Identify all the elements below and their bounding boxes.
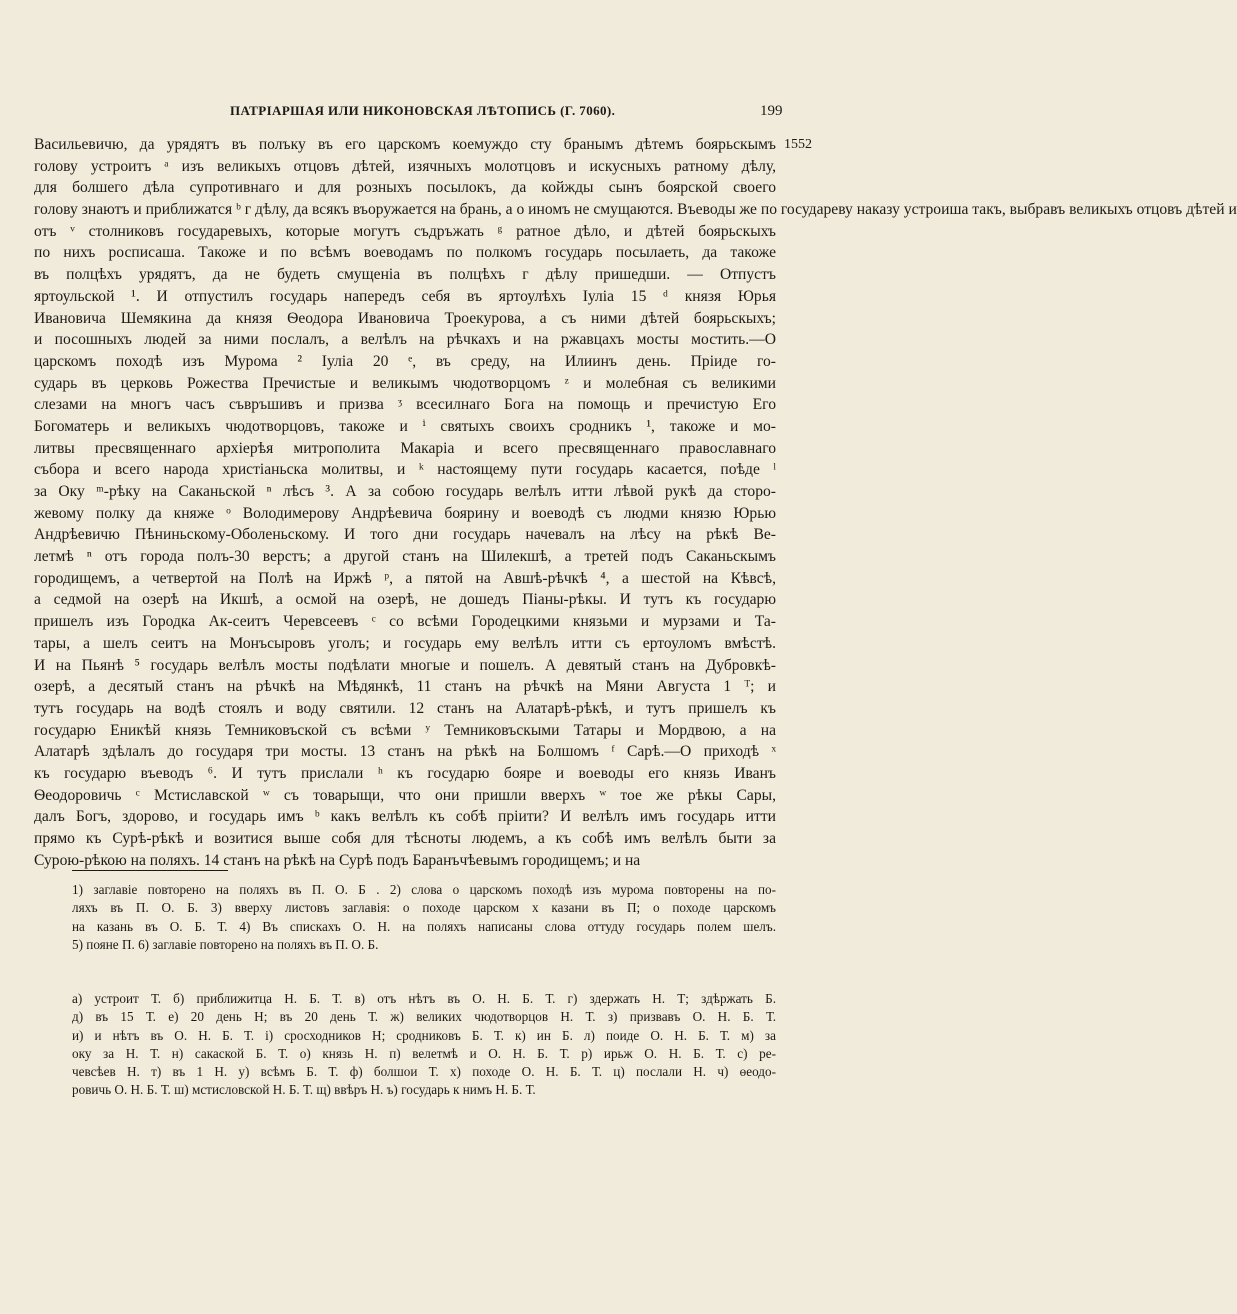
text-line: прямо къ Сурѣ-рѣкѣ и возитися выше собя для тѣсноты людемъ, а къ собѣ имъ велѣлъ быти за: [34, 830, 776, 847]
footnotes-lettered: [72, 990, 776, 1100]
text-line: городищемъ, а четвертой на Полѣ на Иржѣ ᵖ, а пятой на Авшѣ-рѣчкѣ ⁴, а шестой на Кѣвсѣ,: [34, 569, 776, 587]
text-line: голову знаютъ и приближатся ᵇ г дѣлу, да всякъ въоружается на брань, а о иномъ не смущаются. Въеводы же по государеву наказу устроиша такъ, выбравъ великыхъ отцовъ дѣтей и: [34, 201, 1237, 219]
text-line: тутъ государь на водѣ стоялъ и воду святили. 12 станъ на Алатарѣ-рѣкѣ, и тутъ пришелъ къ: [34, 699, 776, 717]
text-line: Алатарѣ здѣлалъ до государя три мосты. 13 станъ на рѣкѣ на Болшомъ ᶠ Сарѣ.—О приходѣ ˣ: [34, 743, 776, 761]
variant-note-line: чевсѣев Н. т) въ 1 Н. у) всѣмъ Б. Т. ф) болшои Т. х) походе О. Н. Б. Т. ц) послали Н. ч) ѳеодо-: [72, 1064, 776, 1080]
footnote-line: на казань въ О. Б. Т. 4) Въ спискахъ О. Н. на поляхъ написаны слова оттуду государь полем шелъ.: [72, 918, 776, 934]
text-line: събора и всего народа христіаньска молитвы, и ᵏ настоящему пути государь касается, поѣде ˡ: [34, 461, 776, 479]
text-line: къ государю въеводъ ⁶. И тутъ прислали ʰ къ государю бояре и воеводы его князь Иванъ: [34, 764, 776, 782]
text-line: далъ Богъ, здорово, и государь имъ ᵇ какъ велѣлъ къ собѣ пріити? И велѣлъ имъ государь итти: [34, 808, 776, 826]
variant-note-line: д) въ 15 Т. е) 20 день Н; въ 20 день Т. ж) великих чюдотворцов Н. Т. з) призвавъ О. Н. Б. Т.: [72, 1009, 776, 1025]
text-line: голову устроитъ ᵃ изъ великыхъ отцовъ дѣтей, изячныхъ молотцовъ и искусныхъ ратному дѣлу,: [34, 157, 776, 175]
variant-note-line: и) и нѣтъ въ О. Н. Б. Т. і) сросходников Н; сродниковъ Б. Т. к) ин Б. л) поиде О. Н. Б. Т. м) за: [72, 1027, 776, 1043]
text-line: Богоматерь и великыхъ чюдотворцовъ, такоже и ⁱ святыхъ своихъ сродникъ ¹, такоже и мо-: [34, 417, 776, 435]
text-line: Сурою-рѣкою на поляхъ. 14 станъ на рѣкѣ на Сурѣ подъ Баранъчѣевымъ городищемъ; и на: [34, 851, 641, 869]
page-header: [0, 103, 900, 123]
text-line: слезами на многъ часъ съвръшивъ и призва ᶾ всесилнаго Бога на помощь и пречистую Его: [34, 396, 776, 414]
footnotes-numbered: [72, 881, 776, 954]
text-line: сударь въ церковь Рожества Пречистые и великымъ чюдотворцомъ ᶻ и молебная съ великими: [34, 374, 776, 392]
text-line: жевому полку да княже ᵒ Володимерову Андрѣевича боярину и воеводѣ съ людми князю Юрью: [34, 504, 776, 522]
text-line: озерѣ, а десятый станъ на рѣчкѣ на Мѣдянкѣ, 11 станъ на рѣчкѣ на Мяни Августа 1 ᵀ; и: [34, 678, 776, 696]
variant-note-line: а) устроит Т. б) приближитца Н. Б. Т. в) отъ нѣтъ въ О. Н. Б. Т. г) здержать Н. Т; здѣржать Б.: [72, 991, 776, 1006]
text-line: царскомъ походѣ изъ Мурома ² Іуліа 20 ᵉ, въ среду, на Илиинъ день. Пріиде го-: [34, 352, 776, 370]
text-line: для болшего дѣла супротивнаго и для розныхъ посылокъ, да койжды сынъ боярской своего: [34, 179, 776, 197]
text-line: Андрѣевичю Пѣниньскому-Оболеньскому. И того дни государь начевалъ на лѣсу на рѣкѣ Ве-: [34, 526, 776, 544]
text-line: литвы пресвященнаго архіерѣя митрополита Макаріа и всего пресвященнаго православнаго: [34, 439, 776, 457]
page-number: 199: [760, 103, 783, 119]
running-title: ПАТРІАРШАЯ ИЛИ НИКОНОВСКАЯ ЛѢТОПИСЬ (Г. 7060).: [230, 103, 616, 118]
footnote-line: ляхъ въ П. О. Б. 3) вверху листовъ заглавія: о походе царском х казани въ П; о походе царскомъ: [72, 900, 776, 916]
footnote-line: 1) заглавіе повторено на поляхъ въ П. О. Б . 2) слова о царскомъ походѣ изъ мурома повторены на по-: [72, 882, 776, 897]
text-line: и посошныхъ людей за ними послалъ, а велѣлъ на рѣчкахъ и на ржавцахъ мосты мостить.—О: [34, 331, 776, 349]
text-line: по нихъ росписаша. Такоже и по всѣмъ воеводамъ по полкомъ государь посылаеть, да такоже: [34, 244, 776, 262]
text-line: Ѳеодоровичь ᶜ Мстиславской ʷ съ товарыщи, что они пришли вверхъ ʷ тое же рѣкы Сары,: [34, 786, 776, 804]
footnote-line: 5) пояне П. 6) заглавіе повторено на поляхъ въ П. О. Б.: [72, 936, 379, 952]
text-line: отъ ᵛ столниковъ государевыхъ, которые могутъ съдръжать ᵍ ратное дѣло, и дѣтей боярьскыхъ: [34, 222, 776, 240]
text-line: въ полцѣхъ урядятъ, да не будеть смущеніа въ полцѣхъ г дѣлу пришедши. — Отпустъ: [34, 266, 776, 284]
text-line: летмѣ ⁿ отъ города полъ-30 верстъ; а другой станъ на Шилекшѣ, а третей подъ Саканьскымъ: [34, 548, 776, 566]
text-line: И на Пьянѣ ⁵ государь велѣлъ мосты подѣлати многые и пошелъ. А девятый станъ на Дубровкѣ-: [34, 656, 776, 674]
footnote-separator: [72, 870, 228, 871]
text-line: а седмой на озерѣ на Икшѣ, а осмой на озерѣ, не дошедъ Піаны-рѣкы. И тутъ къ государю: [34, 591, 776, 609]
variant-note-line: оку за Н. Т. н) сакаской Б. Т. о) князь Н. п) велетмѣ и О. Н. Б. Т. р) ирьж О. Н. Б. Т. с) ре-: [72, 1045, 776, 1061]
text-line: яртоульской ¹. И отпустилъ государь напередъ себя въ яртоулѣхъ Іуліа 15 ᵈ князя Юрья: [34, 287, 776, 305]
text-line: за Оку ᵐ-рѣку на Саканьской ⁿ лѣсъ ³. А за собою государь велѣлъ итти лѣвой рукѣ да сторо-: [34, 483, 776, 500]
text-line: Васильевичю, да урядятъ въ полъку въ его царскомъ коемуждо сту бранымъ дѣтемъ боярьскымъ: [34, 136, 776, 153]
text-line: тары, а шелъ сеитъ на Монъсыровъ уголъ; и государь ему велѣлъ итти съ ертоуломъ вмѣстѣ.: [34, 634, 776, 652]
text-line: Ивановича Шемякина да князя Ѳеодора Ивановича Троекурова, а съ ними дѣтей боярьскыхъ;: [34, 309, 776, 327]
variant-note-line: ровичь О. Н. Б. Т. ш) мстисловской Н. Б. Т. щ) ввѣръ Н. ъ) государь к нимъ Н. Б. Т.: [72, 1082, 536, 1098]
margin-year: 1552: [784, 137, 812, 152]
text-line: государю Еникѣй князь Темниковъской съ всѣми ʸ Темниковъскыми Татары и Мордвою, а на: [34, 721, 776, 739]
text-line: пришелъ изъ Городка Ак-сеитъ Черевсеевъ ᶜ со всѣми Городецкими князьми и мурзами и Та-: [34, 613, 776, 631]
